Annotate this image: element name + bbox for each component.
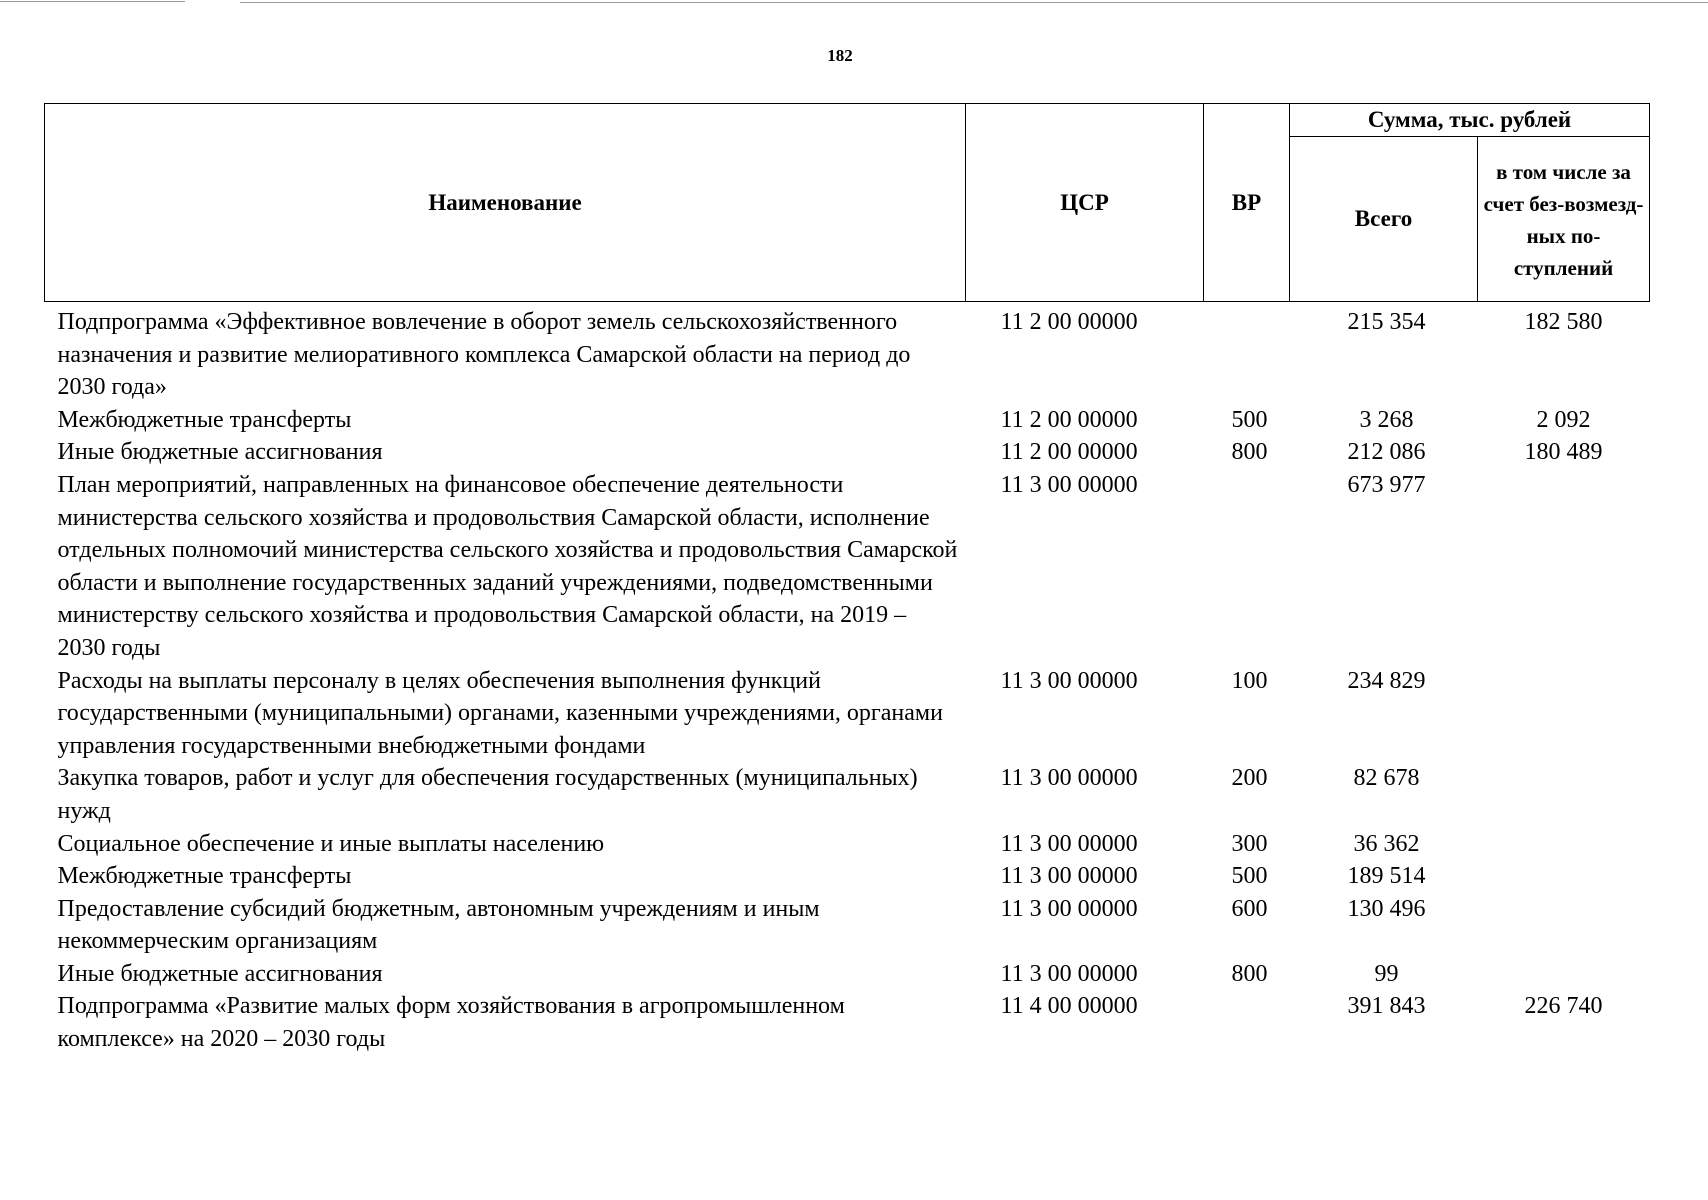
table-row: [45, 469, 1650, 665]
cell-free: 226 740: [1524, 993, 1603, 1020]
cell-csr: 11 2 00 00000: [1000, 439, 1138, 466]
cell-name: Предоставление субсидий бюджетным, автономным учреждениям и иным некоммерческим организациям: [57, 895, 820, 955]
cell-vr: 200: [1231, 765, 1268, 792]
cell-vr: 300: [1231, 830, 1268, 857]
header-name: Наименование: [45, 104, 966, 302]
cell-csr: 11 3 00 00000: [1000, 765, 1138, 792]
header-free: в том числе за счет без-возмезд-ных по-ступлений: [1478, 137, 1650, 302]
cell-free: [1478, 893, 1650, 958]
cell-total: 189 514: [1347, 863, 1426, 890]
budget-table: [44, 103, 1650, 1056]
cell-name: Подпрограмма «Эффективное вовлечение в оборот земель сельскохозяйственного назначения и развитие мелиоративного комплекса Самарской области на период до 2030 года»: [57, 309, 911, 401]
cell-vr: 600: [1231, 895, 1268, 922]
header-vr: ВР: [1204, 104, 1290, 302]
cell-total: 391 843: [1347, 993, 1426, 1020]
table-row: [45, 404, 1650, 437]
table-row: [45, 762, 1650, 827]
cell-csr: 11 4 00 00000: [1000, 993, 1138, 1020]
cell-vr: 800: [1231, 439, 1268, 466]
cell-csr: 11 3 00 00000: [1000, 960, 1138, 987]
cell-name: Межбюджетные трансферты: [57, 406, 352, 433]
cell-vr: 800: [1231, 960, 1268, 987]
cell-total: 36 362: [1353, 830, 1420, 857]
cell-free: [1478, 469, 1650, 665]
scan-edge-line: [0, 1, 185, 2]
cell-name: Межбюджетные трансферты: [57, 863, 352, 890]
cell-free: 180 489: [1524, 439, 1603, 466]
cell-name: Закупка товаров, работ и услуг для обеспечения государственных (муниципальных) нужд: [57, 765, 918, 824]
cell-total: 99: [1374, 960, 1399, 987]
cell-total: 673 977: [1347, 471, 1426, 498]
cell-vr: [1204, 469, 1290, 665]
cell-vr: [1204, 990, 1290, 1055]
table-header: [45, 104, 1650, 302]
cell-free: 2 092: [1536, 406, 1591, 433]
header-csr: ЦСР: [966, 104, 1204, 302]
cell-csr: 11 3 00 00000: [1000, 667, 1138, 694]
cell-free: 182 580: [1524, 309, 1603, 335]
cell-total: 82 678: [1353, 765, 1420, 792]
cell-name: План мероприятий, направленных на финансовое обеспечение деятельности министерства сельского хозяйства и продовольствия Самарской области, исполнение отдельных полномочий министерства сельского хозяйства и продовольствия Самарской области и выполнение государственных заданий учреждениями, подведомственными министерству сельского хозяйства и продовольствия Самарской области, на 2019 – 2030 годы: [57, 471, 958, 661]
cell-vr: 500: [1231, 863, 1268, 890]
scan-edge-line: [240, 2, 1708, 3]
cell-free: [1478, 860, 1650, 893]
header-sum-group: Сумма, тыс. рублей: [1290, 104, 1650, 137]
cell-total: 212 086: [1347, 439, 1426, 466]
cell-name: Социальное обеспечение и иные выплаты населению: [57, 830, 605, 857]
table-row: [45, 860, 1650, 893]
cell-csr: 11 3 00 00000: [1000, 895, 1138, 922]
cell-free: [1478, 762, 1650, 827]
cell-total: 215 354: [1347, 309, 1426, 335]
cell-csr: 11 3 00 00000: [1000, 471, 1138, 498]
cell-name: Подпрограмма «Развитие малых форм хозяйствования в агропромышленном комплексе» на 2020 – 2030 годы: [57, 993, 845, 1053]
table-row: [45, 990, 1650, 1055]
table-row: [45, 436, 1650, 469]
cell-free: [1478, 958, 1650, 991]
page-number: 182: [827, 46, 853, 65]
cell-total: 234 829: [1347, 667, 1426, 694]
cell-csr: 11 2 00 00000: [1000, 406, 1138, 433]
cell-csr: 11 3 00 00000: [1000, 863, 1138, 890]
cell-csr: 11 2 00 00000: [1000, 309, 1138, 335]
table-row: [45, 665, 1650, 763]
cell-name: Иные бюджетные ассигнования: [57, 439, 383, 466]
table-row: [45, 893, 1650, 958]
table-row: [45, 958, 1650, 991]
cell-vr: [1204, 302, 1290, 404]
header-total: Всего: [1290, 137, 1478, 302]
table-body: [45, 302, 1650, 1056]
cell-vr: 500: [1231, 406, 1268, 433]
cell-csr: 11 3 00 00000: [1000, 830, 1138, 857]
cell-vr: 100: [1231, 667, 1268, 694]
table-row: [45, 302, 1650, 404]
table-row: [45, 828, 1650, 861]
cell-free: [1478, 828, 1650, 861]
cell-total: 3 268: [1359, 406, 1414, 433]
cell-total: 130 496: [1347, 895, 1426, 922]
cell-name: Расходы на выплаты персоналу в целях обеспечения выполнения функций государственными (муниципальными) органами, казенными учреждениями, органами управления государственными внебюджетными фондами: [57, 667, 943, 759]
cell-free: [1478, 665, 1650, 763]
cell-name: Иные бюджетные ассигнования: [57, 960, 383, 987]
